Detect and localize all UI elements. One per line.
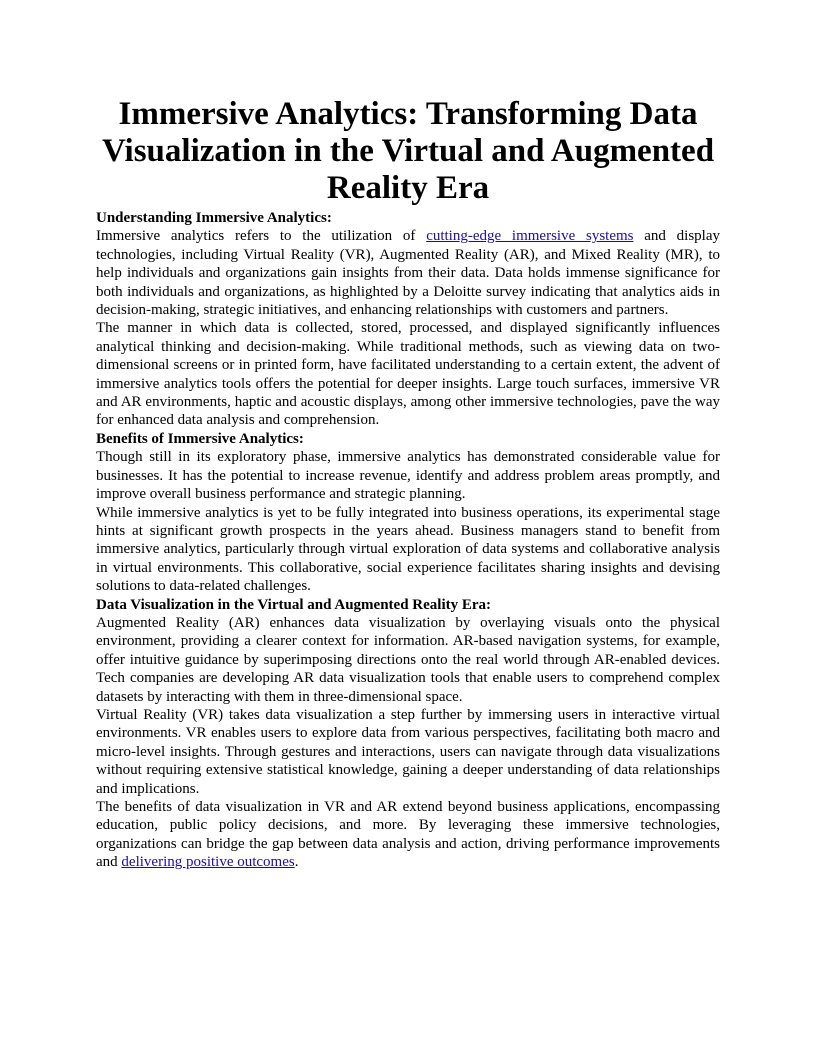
document-page (96, 96, 720, 872)
paragraph: While immersive analytics is yet to be fully integrated into business operations, its experimental stage hints at significant growth prospects in the years ahead. Business managers stand to benefit from immersive analytics, particularly through virtual exploration of data systems and collaborative analysis in virtual environments. This collaborative, social experience facilitates sharing insights and devising solutions to data-related challenges. (96, 504, 720, 595)
paragraph-text: and display technologies, including Virtual Reality (VR), Augmented Reality (AR), and Mixed Reality (MR), to help individuals and organizations gain insights from their data. Data holds immense significance for both individuals and organizations, as highlighted by a Deloitte survey indicating that analytics aids in decision-making, strategic initiatives, and enhancing relationships with customers and partners. (96, 228, 720, 319)
delivering-positive-outcomes-link[interactable]: delivering positive outcomes (121, 854, 295, 871)
section-heading-benefits: Benefits of Immersive Analytics: (96, 430, 304, 447)
paragraph (96, 798, 720, 872)
paragraph-text: The benefits of data visualization in VR and AR extend beyond business applications, encompassing education, public policy decisions, and more. By leveraging these immersive technologies, organizations can bridge the gap between data analysis and action, driving performance improvements and (96, 799, 720, 871)
cutting-edge-systems-link[interactable]: cutting-edge immersive systems (426, 228, 634, 245)
paragraph-text: Immersive analytics refers to the utilization of (96, 228, 427, 245)
section-heading-understanding: Understanding Immersive Analytics: (96, 210, 332, 226)
paragraph: Virtual Reality (VR) takes data visualization a step further by immersing users in interactive virtual environments. VR enables users to explore data from various perspectives, facilitating both macro and micro-level insights. Through gestures and interactions, users can navigate through data visualizations without requiring extensive statistical knowledge, gaining a deeper understanding of data relationships and implications. (96, 706, 720, 797)
paragraph-text: . (294, 854, 299, 871)
paragraph: The manner in which data is collected, stored, processed, and displayed significantly influences analytical thinking and decision-making. While traditional methods, such as viewing data on two-dimensional screens or in printed form, have facilitated understanding to a certain extent, the advent of immersive analytics tools offers the potential for deeper insights. Large touch surfaces, immersive VR and AR environments, haptic and acoustic displays, among other immersive technologies, pave the way for enhanced data analysis and comprehension. (96, 320, 720, 429)
section-heading-data-visualization: Data Visualization in the Virtual and Augmented Reality Era: (96, 596, 492, 613)
paragraph: Though still in its exploratory phase, immersive analytics has demonstrated considerable value for businesses. It has the potential to increase revenue, identify and address problem areas promptly, and improve overall business performance and strategic planning. (96, 449, 720, 503)
paragraph: Augmented Reality (AR) enhances data visualization by overlaying visuals onto the physical environment, providing a clearer context for information. AR-based navigation systems, for example, offer intuitive guidance by superimposing directions onto the real world through AR-enabled devices. Tech companies are developing AR data visualization tools that enable users to comprehend complex datasets by interacting with them in three-dimensional space. (96, 614, 720, 705)
page-title: Immersive Analytics: Transforming Data Visualization in the Virtual and Augmented Reality Era (101, 96, 715, 206)
paragraph (96, 227, 720, 319)
